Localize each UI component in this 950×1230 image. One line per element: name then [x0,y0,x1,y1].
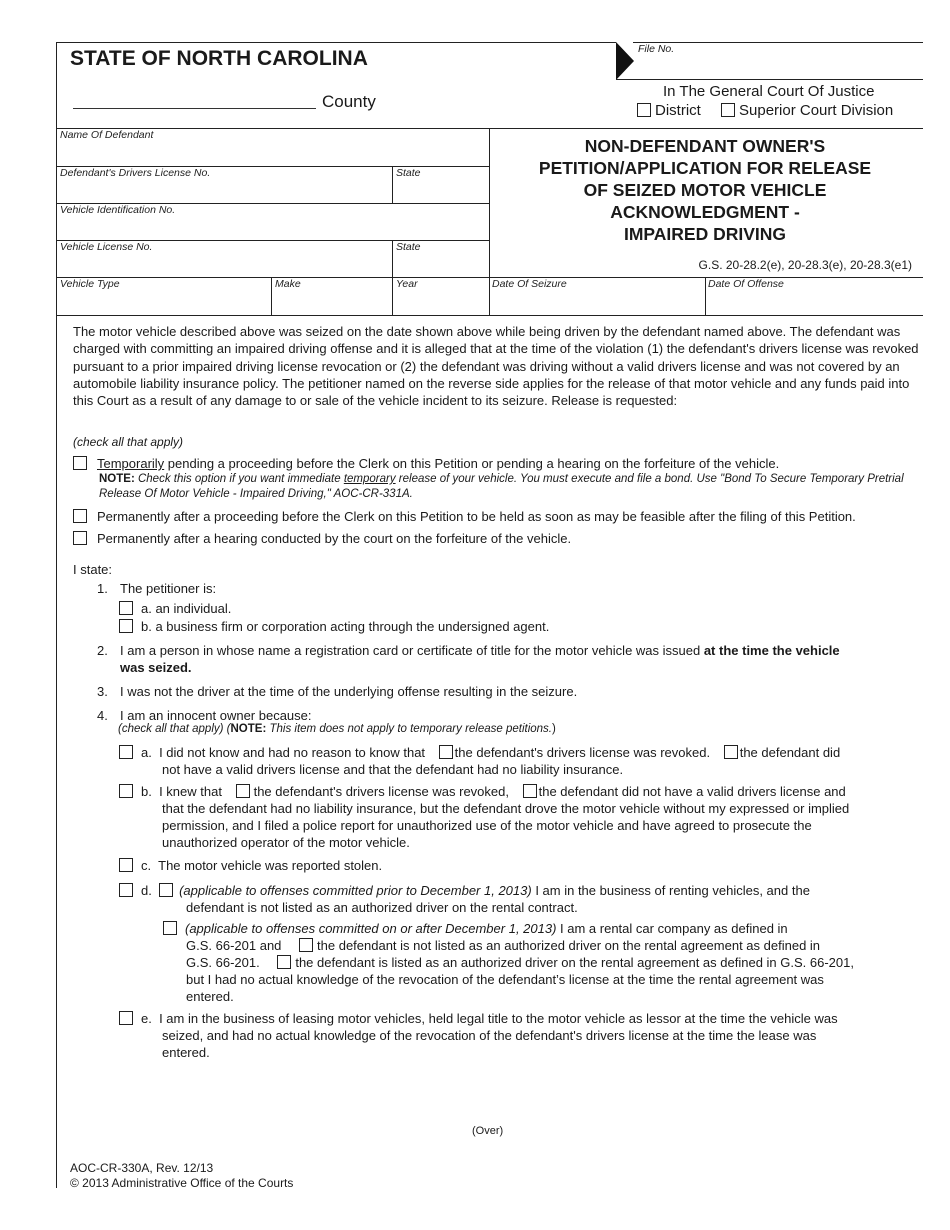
name-of-defendant-field[interactable]: Name Of Defendant [60,129,154,141]
item-4e: e. I am in the business of leasing motor vehicles, held legal title to the motor vehicle as lessor at the time the vehicle was [119,1010,838,1027]
form-number: AOC-CR-330A, Rev. 12/13 [70,1161,214,1175]
state-title: STATE OF NORTH CAROLINA [70,47,368,70]
4b-revoked-checkbox[interactable] [236,784,250,798]
check-all-label: (check all that apply) [73,435,184,449]
county-blank[interactable] [73,108,316,109]
file-no-arrow-icon [616,42,634,80]
item-4d-after-line2: G.S. 66-201 and the defendant is not listed as an authorized driver on the rental agreement as defined in [186,938,821,953]
item-1a: a. an individual. [119,600,231,617]
district-checkbox[interactable] [637,103,651,117]
court-line: In The General Court Of Justice [663,83,875,100]
4d-checkbox[interactable] [119,883,133,897]
copyright: © 2013 Administrative Office of the Courts [70,1176,294,1190]
4d-not-listed-checkbox[interactable] [299,938,313,952]
4d-after-checkbox[interactable] [163,921,177,935]
vin-field[interactable]: Vehicle Identification No. [60,204,176,216]
4c-checkbox[interactable] [119,858,133,872]
date-of-offense-field[interactable]: Date Of Offense [708,278,784,290]
item-4d-after: (applicable to offenses committed on or after December 1, 2013) I am a rental car company as defined in [163,920,788,937]
vl-state-field[interactable]: State [396,241,421,253]
drivers-license-field[interactable]: Defendant's Drivers License No. [60,167,211,179]
superior-label: Superior Court Division [739,102,894,119]
release-permanent-court: Permanently after a hearing conducted by the court on the forfeiture of the vehicle. [73,530,571,547]
4b-checkbox[interactable] [119,784,133,798]
top-border-right [633,42,923,43]
i-state-lead: I state: [73,562,113,577]
intro-paragraph: The motor vehicle described above was seized on the date shown above while being driven by the defendant named above. The defendant was charged with committing an impaired driving offense and it is alleged that at the time of the violation (1) the defendant's drivers license was revoked pursuant to a prior impaired driving license revocation or (2) the defendant was driving without a valid drivers license and was not covered by an automobile liability insurance policy. The petitioner named on the reverse side applies for the release of that motor vehicle and any funds paid into this Court as a result of any damage to or sale of the vehicle incident to its seizure. Release is requested: [73,324,919,409]
dl-state-field[interactable]: State [396,167,421,179]
item-4a-cont: not have a valid drivers license and that the defendant had no liability insurance. [162,762,624,777]
permanent-clerk-checkbox[interactable] [73,509,87,523]
item-4d-after-line4: but I had no actual knowledge of the revocation of the defendant’s license at the time the rental agreement was entered. [186,972,824,1004]
item-1: The petitioner is: [120,581,217,596]
superior-checkbox[interactable] [721,103,735,117]
district-label: District [655,102,701,119]
4a-checkbox[interactable] [119,745,133,759]
item-4d-after-line3: G.S. 66-201. the defendant is listed as an authorized driver on the rental agreement as defined in G.S. 66-201, [186,955,854,970]
court-division [637,102,893,119]
temporary-checkbox[interactable] [73,456,87,470]
item-3-num: 3. [97,684,108,699]
form-title: NON-DEFENDANT OWNER'S PETITION/APPLICATION FOR RELEASE OF SEIZED MOTOR VEHICLE ACKNOWLEDGMENT - IMPAIRED DRIVING [538,136,872,244]
item-4: I am an innocent owner because: [120,708,312,723]
item-2-num: 2. [97,643,108,658]
item-2: I am a person in whose name a registration card or certificate of title for the motor vehicle was issued at the time the vehicle was seized. [120,643,840,675]
year-field[interactable]: Year [396,278,418,290]
statute-ref: G.S. 20-28.2(e), 20-28.3(e), 20-28.3(e1) [698,258,912,272]
release-permanent-clerk: Permanently after a proceeding before the Clerk on this Petition to be held as soon as may be feasible after the filing of this Petition. [73,508,856,525]
item-3: I was not the driver at the time of the underlying offense resulting in the seizure. [120,684,578,699]
individual-checkbox[interactable] [119,601,133,615]
date-of-seizure-field[interactable]: Date Of Seizure [492,278,567,290]
business-checkbox[interactable] [119,619,133,633]
over-label: (Over) [472,1125,504,1137]
vehicle-license-field[interactable]: Vehicle License No. [60,241,153,253]
4d-prior-checkbox[interactable] [159,883,173,897]
file-no-underline [616,79,923,80]
temporary-note: NOTE: Check this option if you want immediate temporary release of your vehicle. You must execute and file a bond. Use "Bond To Secure Temporary Pretrial Release Of Motor Vehicle - Impaired Driving," AOC-CR-331A. [99,473,904,500]
item-4a: a. I did not know and had no reason to know that the defendant's drivers license was revoked. the defendant did [119,744,840,761]
4b-no-license-checkbox[interactable] [523,784,537,798]
item-4e-cont: seized, and had no actual knowledge of the revocation of the defendant's drivers license at the time the lease was entered. [162,1028,817,1060]
vehicle-type-field[interactable]: Vehicle Type [60,278,120,290]
left-border [56,42,57,1188]
item-4c: c. The motor vehicle was reported stolen. [119,857,382,874]
release-temporary: Temporarily pending a proceeding before the Clerk on this Petition or pending a hearing on the forfeiture of the vehicle. [73,455,779,472]
make-field[interactable]: Make [275,278,301,290]
4e-checkbox[interactable] [119,1011,133,1025]
4a-no-license-checkbox[interactable] [724,745,738,759]
4d-listed-checkbox[interactable] [277,955,291,969]
item-4b-cont: that the defendant had no liability insurance, but the defendant drove the motor vehicle without my expressed or implied permission, and I filed a police report for unauthorized use of the motor vehicle and have agreed to prosecute the unauthorized operator of the motor vehicle. [162,801,850,850]
item-4d: d. (applicable to offenses committed prior to December 1, 2013) I am in the business of renting vehicles, and the [119,882,810,899]
item-4d-cont: defendant is not listed as an authorized driver on the rental contract. [186,900,578,915]
top-border [56,42,616,43]
4a-revoked-checkbox[interactable] [439,745,453,759]
item-4b: b. I knew that the defendant's drivers license was revoked, the defendant did not have a valid drivers license and [119,783,846,800]
item-4-note: (check all that apply) (NOTE: This item does not apply to temporary release petitions.) [118,723,556,735]
item-1b: b. a business firm or corporation acting through the undersigned agent. [119,618,549,635]
permanent-court-checkbox[interactable] [73,531,87,545]
county-label: County [322,92,376,111]
item-4-num: 4. [97,708,108,723]
item-1-num: 1. [97,581,108,596]
file-no-label: File No. [638,43,675,55]
